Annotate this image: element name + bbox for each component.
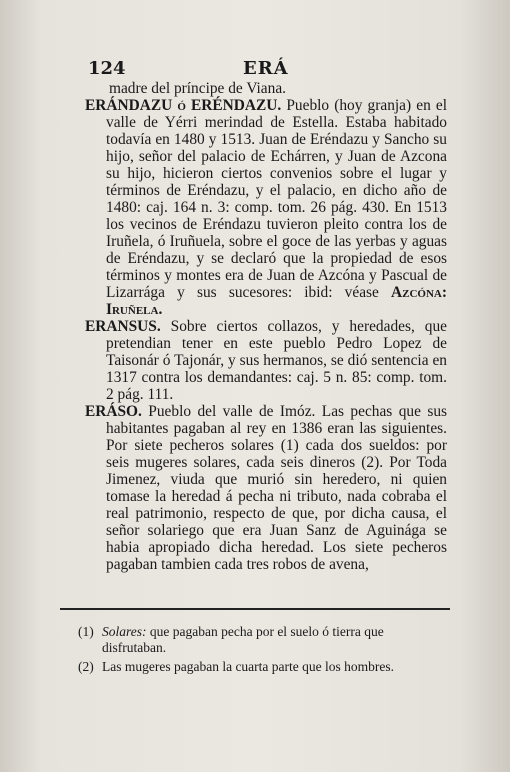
entry-headword: ERANSUS. xyxy=(85,318,161,335)
entry-erandazu xyxy=(85,97,447,318)
footnote-term: Solares: xyxy=(102,624,147,639)
entry-text: Pueblo (hoy granja) en el valle de Yérri merindad de Estella. Estaba habitado todavía en 1480 y 1513. Juan de Eréndazu y Sancho su hijo, señor del palacio de Echárren, y Juan de Azcona su hijo, hicieron ciertos convenios sobre el lugar y términos de Eréndazu, y el palacio, en dicho año de 1480: caj. 164 n. 3: comp. tom. 26 pág. 430. En 1513 los vecinos de Eréndazu tuvieron pleito contra los de Iruñela, ó Iruñuela, sobre el goce de las yerbas y aguas de Eréndazu, y se declaró que la propiedad de esos términos y montes era de Juan de Azcóna y Pascual de Lizarrága y sus sucesores: ibid: véase xyxy=(106,97,447,301)
footnote-text: que pagaban pecha por el suelo ó tierra que disfrutaban. xyxy=(102,624,384,655)
entry-text: Sobre ciertos collazos, y heredades, que pretendian tener en este pueblo Pedro Lopez de Taisonár ó Tajonár, y sus hermanos, se dió sentencia en 1317 contra los demandantes: caj. 5 n. 85: comp. tom. 2 pág. 111. xyxy=(106,318,447,403)
page-body xyxy=(85,80,447,573)
entry-text: Pueblo del valle de Imóz. Las pechas que sus habitantes pagaban al rey en 1386 eran las siguientes. Por siete pecheros solares (1) cada dos sueldos: por seis mugeres solares, cada seis dineros (2). Por Toda Jimenez, viuda que murió sin heredero, ni quien tomase la heredad á pecha ni tributo, nada cobraba el real patrimonio, respecto de que, por dicha causa, el señor solariego que era Juan Sanz de Aguinága se habia apropiado dicha heredad. Los siete pecheros pagaban tambien cada tres robos de avena, xyxy=(106,403,448,573)
entry-headword: ERÁSO. xyxy=(85,403,142,420)
footnote-mark: (1) xyxy=(78,624,94,639)
footnotes xyxy=(78,624,446,678)
see-also-reference: Azcóna: Iruñela. xyxy=(106,284,447,318)
running-head: ERÁ xyxy=(243,58,289,79)
entry-eraso xyxy=(85,403,447,573)
footnote-mark: (2) xyxy=(78,659,94,674)
continued-text: madre del príncipe de Viana. xyxy=(109,80,286,97)
page-number: 124 xyxy=(88,58,126,79)
page-header xyxy=(88,58,448,80)
footnote-2 xyxy=(78,659,446,675)
footnote-divider xyxy=(60,608,450,610)
entry-eransus xyxy=(85,318,447,403)
footnote-1 xyxy=(78,624,446,656)
entry-headword: ERÁNDAZU ó ERÉNDAZU. xyxy=(85,97,282,114)
footnote-text: Las mugeres pagaban la cuarta parte que los hombres. xyxy=(102,659,395,674)
